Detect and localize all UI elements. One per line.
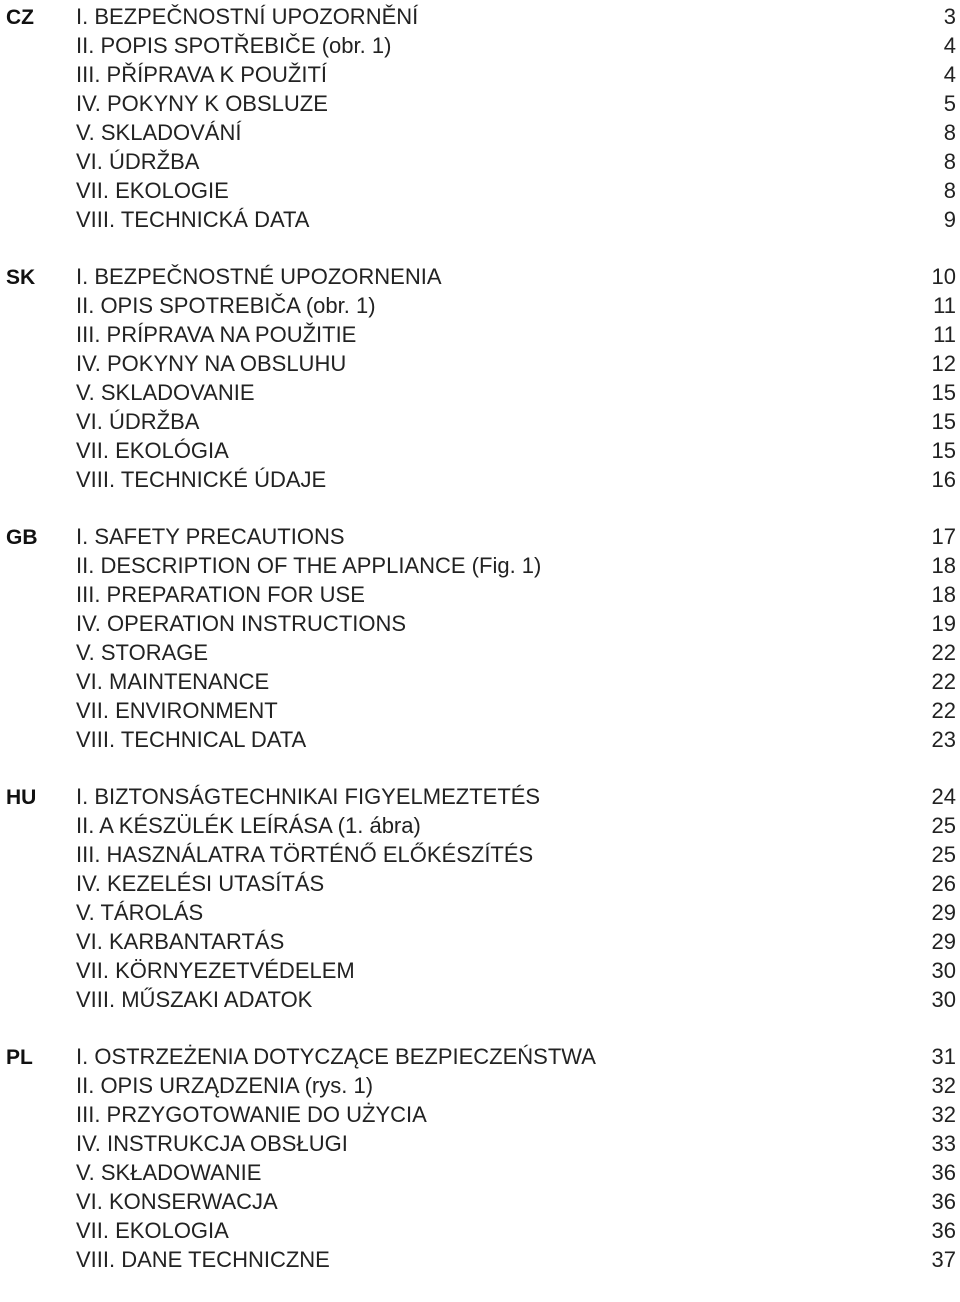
toc-entry <box>0 580 960 609</box>
toc-entry-page-number: 30 <box>931 958 956 983</box>
toc-entry-page-number: 4 <box>943 33 956 58</box>
toc-entry <box>0 609 960 638</box>
toc-entry-title: V. STORAGE <box>76 640 209 665</box>
toc-entry-page-number: 3 <box>943 4 956 29</box>
toc-entry <box>0 782 960 811</box>
language-section <box>0 1042 960 1274</box>
toc-entry-page-number: 24 <box>931 784 956 809</box>
toc-entry-title: II. DESCRIPTION OF THE APPLIANCE (Fig. 1) <box>76 553 542 578</box>
language-code: HU <box>6 786 37 809</box>
toc-entry-title: VI. ÚDRŽBA <box>76 149 200 174</box>
toc-entry-page-number: 4 <box>943 62 956 87</box>
toc-entry-page-number: 8 <box>943 120 956 145</box>
toc-entry <box>0 1187 960 1216</box>
toc-entry <box>0 1216 960 1245</box>
toc-entry-title: VIII. DANE TECHNICZNE <box>76 1247 330 1272</box>
toc-entry-page-number: 15 <box>931 380 956 405</box>
toc-entry <box>0 1129 960 1158</box>
toc-entry-title: VIII. TECHNICAL DATA <box>76 727 307 752</box>
toc-entry-page-number: 15 <box>931 438 956 463</box>
toc-entry <box>0 465 960 494</box>
language-code: CZ <box>6 6 34 29</box>
toc-entry-title: II. A KÉSZÜLÉK LEÍRÁSA (1. ábra) <box>76 813 421 838</box>
toc-entry <box>0 638 960 667</box>
language-section <box>0 782 960 1014</box>
toc-entry-page-number: 33 <box>931 1131 956 1156</box>
toc-entry-title: V. SKŁADOWANIE <box>76 1160 262 1185</box>
toc-entry-title: VIII. MŰSZAKI ADATOK <box>76 987 313 1012</box>
toc-entry <box>0 1100 960 1129</box>
toc-entry-title: VII. EKOLÓGIA <box>76 438 229 463</box>
toc-entry-page-number: 37 <box>931 1247 956 1272</box>
toc-entry-page-number: 25 <box>931 842 956 867</box>
toc-entry <box>0 291 960 320</box>
toc-entry-title: I. BIZTONSÁGTECHNIKAI FIGYELMEZTETÉS <box>76 784 541 809</box>
language-code: SK <box>6 266 36 289</box>
toc-entry-page-number: 12 <box>931 351 956 376</box>
toc-entry <box>0 407 960 436</box>
language-section <box>0 522 960 754</box>
toc-entry-title: IV. KEZELÉSI UTASÍTÁS <box>76 871 325 896</box>
language-section <box>0 262 960 494</box>
toc-entry-title: V. SKLADOVÁNÍ <box>76 120 242 145</box>
toc-entry-title: VII. KÖRNYEZETVÉDELEM <box>76 958 355 983</box>
toc-entry-page-number: 23 <box>931 727 956 752</box>
toc-entry-page-number: 5 <box>943 91 956 116</box>
toc-entry-page-number: 31 <box>931 1044 956 1069</box>
toc-entry <box>0 1042 960 1071</box>
toc-entry-title: IV. INSTRUKCJA OBSŁUGI <box>76 1131 348 1156</box>
toc-entry-title: VI. MAINTENANCE <box>76 669 270 694</box>
toc-entry-title: I. BEZPEČNOSTNÍ UPOZORNĚNÍ <box>76 4 419 29</box>
toc-entry-title: III. PRÍPRAVA NA POUŽITIE <box>76 322 357 347</box>
toc-entry <box>0 176 960 205</box>
toc-entry-page-number: 25 <box>931 813 956 838</box>
toc-entry-page-number: 22 <box>931 640 956 665</box>
toc-entry-title: VIII. TECHNICKÁ DATA <box>76 207 310 232</box>
toc-entry-page-number: 29 <box>931 900 956 925</box>
toc-entry <box>0 2 960 31</box>
toc-entry-title: VIII. TECHNICKÉ ÚDAJE <box>76 467 327 492</box>
toc-entry-page-number: 36 <box>931 1160 956 1185</box>
language-section <box>0 2 960 234</box>
toc-entry <box>0 667 960 696</box>
toc-entry-title: III. PREPARATION FOR USE <box>76 582 365 607</box>
toc-entry <box>0 89 960 118</box>
toc-entry <box>0 262 960 291</box>
language-code: PL <box>6 1046 33 1069</box>
toc-entry-page-number: 22 <box>931 698 956 723</box>
toc-entry-page-number: 10 <box>931 264 956 289</box>
toc-entry <box>0 118 960 147</box>
toc-entry <box>0 349 960 378</box>
toc-entry-title: II. POPIS SPOTŘEBIČE (obr. 1) <box>76 33 392 58</box>
toc-entry-title: IV. POKYNY NA OBSLUHU <box>76 351 347 376</box>
toc-entry <box>0 985 960 1014</box>
toc-entry <box>0 147 960 176</box>
toc-entry-title: VI. KONSERWACJA <box>76 1189 278 1214</box>
toc-entry <box>0 31 960 60</box>
language-code: GB <box>6 526 38 549</box>
toc-entry-page-number: 29 <box>931 929 956 954</box>
toc-entry-title: III. PRZYGOTOWANIE DO UŻYCIA <box>76 1102 427 1127</box>
toc-entry-page-number: 32 <box>931 1102 956 1127</box>
toc-entry-page-number: 9 <box>943 207 956 232</box>
toc-entry-page-number: 16 <box>931 467 956 492</box>
toc-entry-page-number: 26 <box>931 871 956 896</box>
toc-entry-title: IV. POKYNY K OBSLUZE <box>76 91 328 116</box>
toc-entry-page-number: 36 <box>931 1189 956 1214</box>
toc-entry-title: II. OPIS SPOTREBIČA (obr. 1) <box>76 293 376 318</box>
toc-entry-title: VII. EKOLOGIE <box>76 178 229 203</box>
toc-entry <box>0 898 960 927</box>
toc-entry-title: V. SKLADOVANIE <box>76 380 255 405</box>
toc-entry-title: VI. KARBANTARTÁS <box>76 929 285 954</box>
toc-entry-page-number: 30 <box>931 987 956 1012</box>
toc-entry <box>0 60 960 89</box>
toc-entry-page-number: 18 <box>931 582 956 607</box>
toc-entry-page-number: 22 <box>931 669 956 694</box>
toc-entry-title: VI. ÚDRŽBA <box>76 409 200 434</box>
toc-entry-title: I. BEZPEČNOSTNÉ UPOZORNENIA <box>76 264 442 289</box>
toc-entry <box>0 205 960 234</box>
toc-entry-page-number: 36 <box>931 1218 956 1243</box>
toc-entry-title: III. HASZNÁLATRA TÖRTÉNŐ ELŐKÉSZÍTÉS <box>76 842 534 867</box>
toc-entry-page-number: 8 <box>943 149 956 174</box>
toc-entry-title: V. TÁROLÁS <box>76 900 204 925</box>
table-of-contents <box>0 2 960 1302</box>
toc-entry-page-number: 11 <box>933 322 956 347</box>
toc-entry-title: I. OSTRZEŻENIA DOTYCZĄCE BEZPIECZEŃSTWA <box>76 1044 596 1069</box>
toc-entry-title: I. SAFETY PRECAUTIONS <box>76 524 345 549</box>
toc-entry-page-number: 8 <box>943 178 956 203</box>
toc-entry-title: IV. OPERATION INSTRUCTIONS <box>76 611 407 636</box>
toc-entry-title: III. PŘÍPRAVA K POUŽITÍ <box>76 62 328 87</box>
toc-entry <box>0 869 960 898</box>
toc-entry-page-number: 11 <box>933 293 956 318</box>
toc-entry-page-number: 17 <box>931 524 956 549</box>
toc-entry-title: II. OPIS URZĄDZENIA (rys. 1) <box>76 1073 374 1098</box>
toc-entry <box>0 320 960 349</box>
toc-entry <box>0 1158 960 1187</box>
toc-entry <box>0 811 960 840</box>
toc-entry-page-number: 15 <box>931 409 956 434</box>
toc-entry <box>0 378 960 407</box>
toc-entry <box>0 1071 960 1100</box>
toc-entry <box>0 725 960 754</box>
toc-entry <box>0 956 960 985</box>
toc-entry <box>0 1245 960 1274</box>
toc-entry <box>0 436 960 465</box>
toc-entry-title: VII. ENVIRONMENT <box>76 698 278 723</box>
toc-entry-page-number: 18 <box>931 553 956 578</box>
toc-entry <box>0 551 960 580</box>
toc-entry <box>0 840 960 869</box>
toc-entry <box>0 522 960 551</box>
toc-entry-title: VII. EKOLOGIA <box>76 1218 229 1243</box>
toc-entry <box>0 927 960 956</box>
toc-entry-page-number: 19 <box>931 611 956 636</box>
toc-entry <box>0 696 960 725</box>
toc-entry-page-number: 32 <box>931 1073 956 1098</box>
